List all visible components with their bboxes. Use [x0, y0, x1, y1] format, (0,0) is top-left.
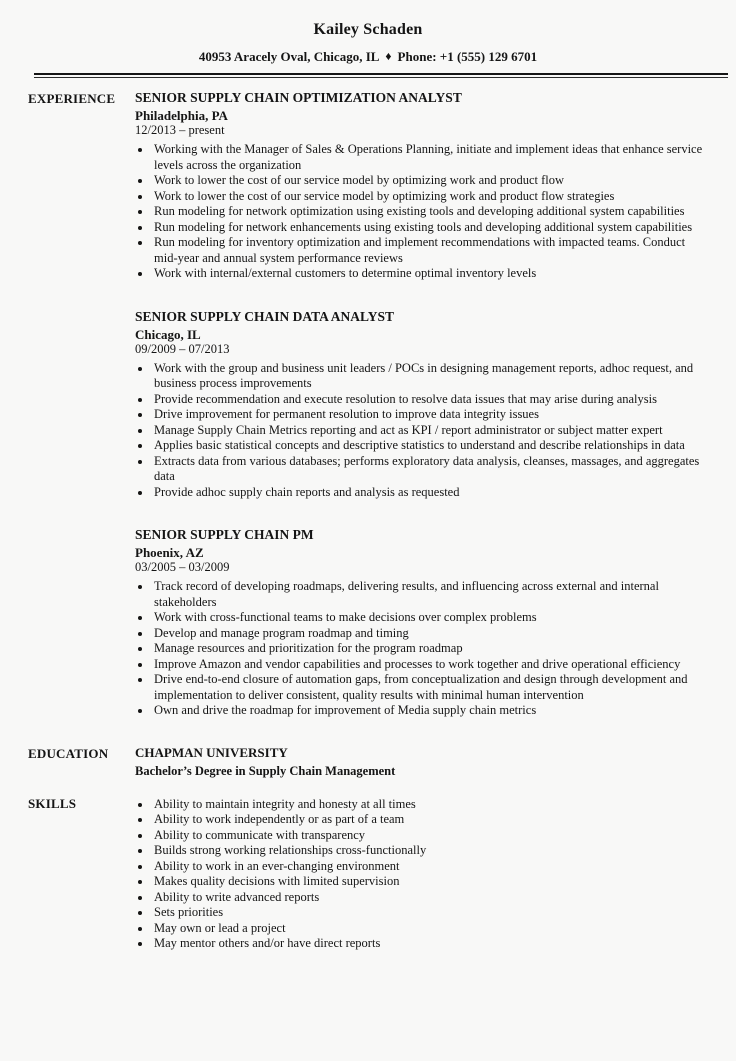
skill-item: • Builds strong working relationships cross-functionally [152, 843, 710, 859]
section-label-experience: EXPERIENCE [28, 91, 116, 106]
bullet-item: • Work with the group and business unit leaders / POCs in designing management reports, adhoc request, and business process improvements [152, 361, 710, 392]
skill-item: • Ability to write advanced reports [152, 890, 710, 906]
diamond-separator-icon: ♦ [385, 49, 392, 63]
bullet-item: • Own and drive the roadmap for improvement of Media supply chain metrics [152, 703, 710, 719]
bullet-item: • Work with internal/external customers to determine optimal inventory levels [152, 266, 710, 282]
education-section [28, 745, 710, 779]
bullet-item: • Run modeling for inventory optimization and implement recommendations with impacted teams. Conduct mid-year and annual system performance reviews [152, 235, 710, 266]
bullet-item: • Drive improvement for permanent resolution to improve data integrity issues [152, 407, 710, 423]
job-entry [135, 90, 710, 282]
bullet-item: • Provide recommendation and execute resolution to resolve data issues that may arise during analysis [152, 392, 710, 408]
bullet-item: • Applies basic statistical concepts and descriptive statistics to understand and describe relationships in data [152, 438, 710, 454]
job-entry [135, 527, 710, 719]
bullet-item: • Improve Amazon and vendor capabilities and processes to work together and drive operational efficiency [152, 657, 710, 673]
phone-text: Phone: +1 (555) 129 6701 [397, 49, 538, 64]
bullet-list [135, 142, 710, 282]
contact-line [0, 49, 736, 65]
resume-header [0, 0, 736, 65]
skill-list [135, 797, 710, 952]
bullet-item: • Track record of developing roadmaps, delivering results, and influencing across external and internal stakeholders [152, 579, 710, 610]
bullet-item: • Manage Supply Chain Metrics reporting and act as KPI / report administrator or subject matter expert [152, 423, 710, 439]
degree-name: Bachelor’s Degree in Supply Chain Management [135, 763, 396, 778]
bullet-list [135, 579, 710, 719]
bullet-item: • Develop and manage program roadmap and timing [152, 626, 710, 642]
job-location: Philadelphia, PA [135, 108, 228, 123]
resume-body [0, 78, 736, 952]
skills-section [28, 795, 710, 952]
job-dates: 12/2013 – present [135, 123, 225, 137]
job-dates: 09/2009 – 07/2013 [135, 341, 230, 356]
school-name: CHAPMAN UNIVERSITY [135, 744, 288, 760]
bullet-item: • Work to lower the cost of our service model by optimizing work and product flow [152, 173, 710, 189]
education-content [135, 745, 710, 779]
skill-item: • Makes quality decisions with limited supervision [152, 874, 710, 890]
job-title: SENIOR SUPPLY CHAIN PM [135, 527, 314, 542]
bullet-list [135, 361, 710, 501]
skill-item: • Ability to communicate with transparency [152, 828, 710, 844]
skill-item: • May mentor others and/or have direct reports [152, 936, 710, 952]
skill-item: • Ability to maintain integrity and honesty at all times [152, 797, 710, 813]
job-entry [135, 309, 710, 501]
skills-content [135, 795, 710, 952]
bullet-item: • Working with the Manager of Sales & Operations Planning, initiate and implement ideas that enhance service levels across the organization [152, 142, 710, 173]
bullet-item: • Work to lower the cost of our service model by optimizing work and product flow strategies [152, 189, 710, 205]
job-title: SENIOR SUPPLY CHAIN OPTIMIZATION ANALYST [135, 90, 462, 105]
bullet-item: • Drive end-to-end closure of automation gaps, from conceptualization and design through development and implementation to deliver consistent, quality results with minimal human intervention [152, 672, 710, 703]
address-text: 40953 Aracely Oval, Chicago, IL [198, 49, 380, 64]
bullet-item: • Run modeling for network enhancements using existing tools and developing additional system capabilities [152, 220, 710, 236]
bullet-item: • Provide adhoc supply chain reports and analysis as requested [152, 485, 710, 501]
skill-item: • Ability to work independently or as part of a team [152, 812, 710, 828]
candidate-name: Kailey Schaden [313, 21, 423, 38]
bullet-item: • Run modeling for network optimization using existing tools and developing additional system capabilities [152, 204, 710, 220]
job-location: Phoenix, AZ [135, 545, 204, 560]
skill-item: • Ability to work in an ever-changing environment [152, 859, 710, 875]
experience-section [28, 90, 710, 719]
job-title: SENIOR SUPPLY CHAIN DATA ANALYST [135, 308, 395, 324]
section-label-skills: SKILLS [28, 795, 77, 811]
bullet-item: • Extracts data from various databases; performs exploratory data analysis, cleanses, massages, and aggregates data [152, 454, 710, 485]
bullet-item: • Manage resources and prioritization for the program roadmap [152, 641, 710, 657]
skill-item: • Sets priorities [152, 905, 710, 921]
job-location: Chicago, IL [135, 326, 201, 342]
section-label-education: EDUCATION [28, 745, 109, 761]
bullet-item: • Work with cross-functional teams to make decisions over complex problems [152, 610, 710, 626]
experience-content [135, 90, 710, 719]
job-dates: 03/2005 – 03/2009 [135, 560, 230, 574]
skill-item: • May own or lead a project [152, 921, 710, 937]
